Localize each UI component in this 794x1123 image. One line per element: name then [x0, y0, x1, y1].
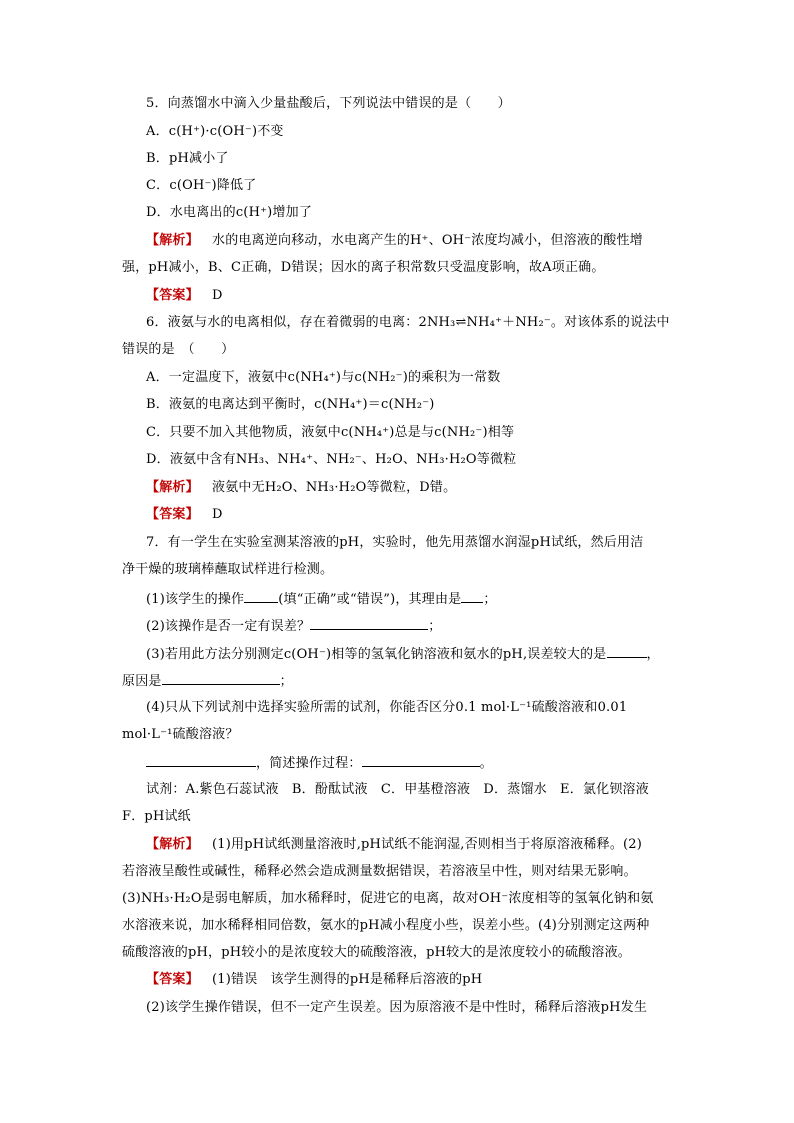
- q7-answer-text-1: (1)错误 该学生测得的pH是稀释后溶液的pH: [212, 972, 483, 987]
- answer-blank[interactable]: [310, 617, 428, 630]
- q7-part-4-text-d: 。: [479, 756, 493, 771]
- analysis-label: 【解析】: [146, 837, 199, 852]
- q7-reagents-line-1: 试剂：A.紫色石蕊试液 B．酚酞试液 C．甲基橙溶液 D．蒸馏水 E．氯化钡溶液: [146, 782, 649, 797]
- q7-analysis-line-2: 若溶液呈酸性或碱性，稀释必然会造成测量数据错误，若溶液呈中性，则对结果无影响。: [122, 864, 637, 879]
- q7-part-1-text-b: (填“正确”或“错误”)，其理由是: [278, 592, 462, 607]
- answer-label: 【答案】: [146, 288, 199, 303]
- q6-analysis-text: 液氨中无H₂O、NH₃·H₂O等微粒，D错。: [212, 480, 457, 495]
- q7-part-1-text-a: (1)该学生的操作: [146, 592, 245, 607]
- q7-answer-line-1: [146, 972, 482, 988]
- q7-part-4-line-1: (4)只从下列试剂中选择实验所需的试剂，你能否区分0.1 mol·L⁻¹硫酸溶液和0.01: [146, 700, 628, 715]
- q7-part-4-line-2: mol·L⁻¹硫酸溶液？: [122, 727, 239, 742]
- answer-blank[interactable]: [461, 590, 483, 603]
- q7-stem-line-1: 7．有一学生在实验室测某溶液的pH，实验时，他先用蒸馏水润湿pH试纸，然后用洁: [146, 535, 644, 550]
- q6-option-d: D．液氨中含有NH₃、NH₄⁺、NH₂⁻、H₂O、NH₃·H₂O等微粒: [146, 452, 517, 467]
- q6-option-b: B．液氨的电离达到平衡时，c(NH₄⁺)＝c(NH₂⁻): [146, 397, 435, 412]
- q6-answer: D: [212, 507, 223, 522]
- q7-part-1: [146, 590, 497, 608]
- q5-option-d: D．水电离出的c(H⁺)增加了: [146, 205, 313, 220]
- q7-analysis-text-1: (1)用pH试纸测量溶液时,pH试纸不能润湿,否则相当于将原溶液稀释。(2): [212, 837, 643, 852]
- q5-option-c: C．c(OH⁻)降低了: [146, 178, 257, 193]
- answer-blank[interactable]: [607, 645, 647, 658]
- q7-part-2-text-b: ；: [428, 619, 442, 634]
- q6-stem-line-2: 错误的是 （ ）: [122, 342, 235, 357]
- q6-analysis-line: [146, 480, 456, 496]
- answer-label: 【答案】: [146, 507, 199, 522]
- q7-answer-line-2: (2)该学生操作错误，但不一定产生误差。因为原溶液不是中性时，稀释后溶液pH发生: [146, 1000, 648, 1015]
- q5-analysis-line-2: 强，pH减小，B、C正确，D错误；因水的离子积常数只受温度影响，故A项正确。: [122, 260, 605, 275]
- q6-option-a: A．一定温度下，液氨中c(NH₄⁺)与c(NH₂⁻)的乘积为一常数: [146, 370, 501, 385]
- q6-stem-line-1: 6．液氨与水的电离相似，存在着微弱的电离：2NH₃⇌NH₄⁺＋NH₂⁻。对该体系的说法中: [146, 315, 670, 330]
- q7-part-3-text-c: 原因是: [122, 674, 162, 689]
- q7-part-3-text-d: ；: [279, 674, 293, 689]
- q5-analysis-line-1: [146, 233, 643, 249]
- q7-part-4-line-3: [146, 754, 493, 772]
- q7-reagents-line-2: F．pH试纸: [122, 809, 191, 824]
- q7-analysis-line-5: 硫酸溶液的pH，pH较小的是浓度较大的硫酸溶液，pH较大的是浓度较小的硫酸溶液。: [122, 945, 631, 960]
- q5-answer-line: [146, 288, 223, 304]
- q5-stem: 5．向蒸馏水中滴入少量盐酸后，下列说法中错误的是（ ）: [146, 96, 511, 111]
- q7-part-3: [146, 645, 660, 663]
- answer-blank[interactable]: [146, 754, 256, 767]
- q7-part-3-text-a: (3)若用此方法分别测定c(OH⁻)相等的氢氧化钠溶液和氨水的pH,误差较大的是: [146, 647, 607, 662]
- q7-analysis-line-4: 水溶液来说，加水稀释相同倍数，氨水的pH减小程度小些，误差小些。(4)分别测定这两种: [122, 918, 650, 933]
- q7-part-2-text-a: (2)该操作是否一定有误差？: [146, 619, 311, 634]
- answer-label: 【答案】: [146, 972, 199, 987]
- q7-analysis-line-3: (3)NH₃·H₂O是弱电解质，加水稀释时，促进它的电离，故对OH⁻浓度相等的氢氧化钠和氨: [122, 891, 654, 906]
- q7-part-3-text-b: ，: [646, 647, 660, 662]
- answer-blank[interactable]: [162, 672, 280, 685]
- q7-stem-line-2: 净干燥的玻璃棒蘸取试样进行检测。: [122, 562, 334, 577]
- q5-option-b: B．pH减小了: [146, 151, 229, 166]
- q7-part-2: [146, 617, 441, 635]
- q7-part-1-text-c: ；: [483, 592, 497, 607]
- q7-part-3-reason: [122, 672, 293, 690]
- analysis-label: 【解析】: [146, 233, 199, 248]
- q5-option-a: A．c(H⁺)·c(OH⁻)不变: [146, 124, 284, 139]
- q6-option-c: C．只要不加入其他物质，液氨中c(NH₄⁺)总是与c(NH₂⁻)相等: [146, 425, 515, 440]
- answer-blank[interactable]: [244, 590, 278, 603]
- q5-analysis-text-1: 水的电离逆向移动，水电离产生的H⁺、OH⁻浓度均减小，但溶液的酸性增: [212, 233, 643, 248]
- q6-answer-line: [146, 507, 223, 523]
- q7-part-4-text-c: ，简述操作过程：: [256, 756, 362, 771]
- q5-answer: D: [212, 288, 223, 303]
- analysis-label: 【解析】: [146, 480, 199, 495]
- answer-blank[interactable]: [362, 754, 480, 767]
- q7-analysis-line-1: [146, 837, 642, 853]
